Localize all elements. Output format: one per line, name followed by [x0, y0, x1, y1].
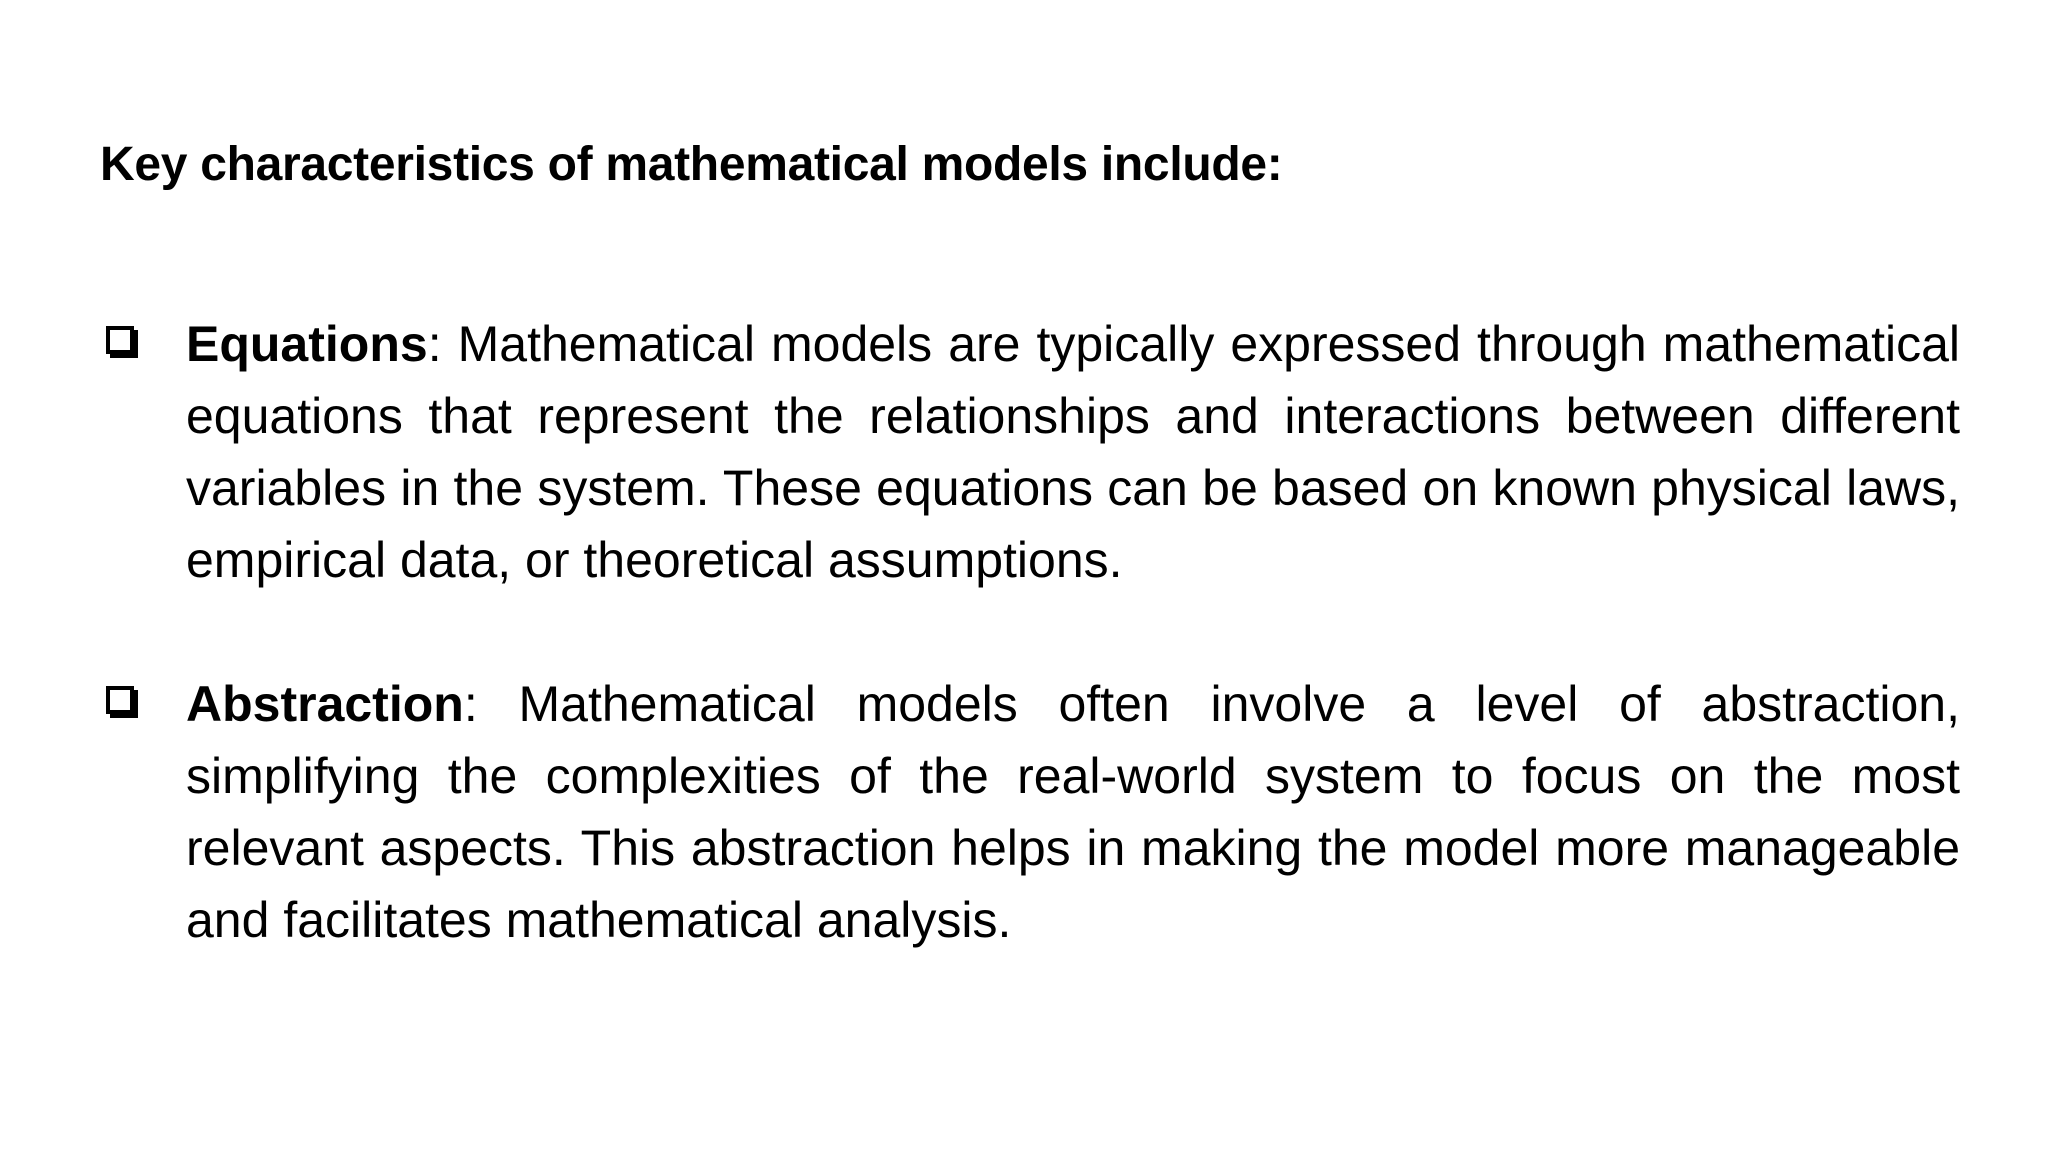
bullet-description: Mathematical models often involve a level of abstraction, simplifying the complexities of the real-world system to focus on the most relevant aspects. This abstraction helps in making the model more manageable and facilitates mathematical analysis. — [186, 676, 1960, 948]
bullet-term: Abstraction — [186, 676, 464, 732]
slide-heading: Key characteristics of mathematical models include: — [100, 138, 1283, 191]
bullet-description: Mathematical models are typically expressed through mathematical equations that represent the relationships and interactions between different variables in the system. These equations can be based on known physical laws, empirical data, or theoretical assumptions. — [186, 316, 1960, 588]
checkbox-square-icon — [106, 686, 134, 714]
bullet-text — [186, 308, 1960, 596]
bullet-list — [100, 308, 1960, 1028]
list-item-equations — [100, 308, 1960, 596]
checkbox-square-icon — [106, 326, 134, 354]
bullet-text — [186, 668, 1960, 956]
bullet-separator: : — [463, 676, 478, 732]
bullet-term: Equations — [186, 316, 428, 372]
bullet-separator: : — [427, 316, 442, 372]
list-item-abstraction — [100, 668, 1960, 956]
